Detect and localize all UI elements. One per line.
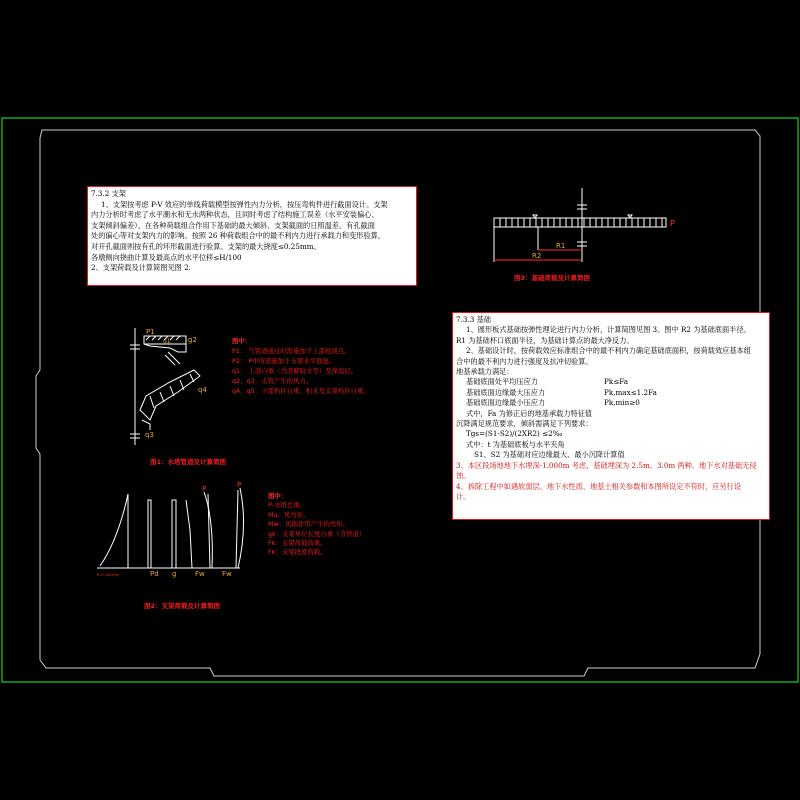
check-row: 基础底面处平均压应力 Pk≤Fa	[466, 377, 628, 387]
fig2-caption: 图2：支架荷载及计算简图	[144, 602, 221, 610]
section1-line: 处的偏心等对支架内力的影响。按照 26 种荷载组合中的最不利内力进行承载力和变形验算，	[91, 231, 386, 241]
section2-formula: Tgs=(S1-S2)/(2XR2) ≤2‰	[466, 429, 563, 439]
fig1-legend: 图中： P1： 气管道通过时需施加于上部柱顶点。 P2： P中所需施加于支架水平底座。 q1： 上部自重（含溶解胶水等）及保温层。 q2、q3：支管产生的风力。 q4、q5：下部构件自重、积水及支架构件自重。	[232, 337, 370, 395]
section1-line: 对开孔截面则按有孔的环形截面进行验算。支架的最大挠度≤0.25mm。	[91, 241, 321, 251]
fig3-diagram	[494, 188, 666, 262]
legend-item: q2、q3：支管产生的风力。	[232, 377, 313, 385]
legend-item: P2： P中所需施加于支架水平底座。	[232, 357, 336, 365]
fig2-label-p-top1: P	[202, 485, 207, 493]
legend-item: q1： 上部自重（含溶解胶水等）及保温层。	[232, 367, 358, 375]
legend-item: P-水塔总重。	[268, 501, 306, 510]
legend-item: q4、q5：下部构件自重、积水及支架构件自重。	[232, 387, 370, 395]
section2-line: 4、拆除工程中如遇软弱层、地下水性质、地基土相关参数和本图所设定不符时，应另行设	[456, 481, 741, 491]
fig2-label-base: R=0.05(kPa)	[97, 573, 120, 577]
section2-textbox	[452, 312, 770, 520]
section2-line: 式中，Fa 为修正后的地基承载力特征值	[466, 408, 593, 418]
section1-line: 2、支架荷载及计算简图见图 2.	[91, 263, 191, 273]
section1-line: 支架倾斜偏差）、在各种荷载组合作用下基础的最大倾斜、支架截面的日照温差、有孔截面	[91, 220, 375, 230]
section1-heading: 7.3.2 支架	[91, 189, 126, 198]
section1-line: 1、支架按考虑 P-V 效应的单线荷载模型按弹性内力分析，按压弯构件进行截面设计。支架	[101, 199, 388, 209]
check-row: 基础底面边缘最小压应力 Pk,min≥0	[466, 398, 640, 408]
fig2-label-fw1: Fw	[195, 570, 205, 578]
section2-line: S1、S2 为基础对应边缘最大、最小沉降计算值	[474, 450, 625, 460]
fig2-label-fw2: Fw	[222, 570, 232, 578]
section2-line: 计。	[456, 491, 471, 501]
legend-item: Fk：支架挠度荷载。	[268, 548, 327, 557]
legend-item: gk：支架单位长度自重（含管道）	[268, 529, 366, 538]
section2-heading: 7.3.3 基础	[456, 315, 491, 324]
fig3-label-r2: R2	[532, 252, 542, 260]
section2-line: 1、圆形板式基础按弹性理论进行内力分析，计算简图见图 3。图中 R2 为基础底面半径。	[466, 325, 751, 335]
legend-item: Mu：风弯矩。	[268, 510, 310, 519]
fig2-label-pd: Pd	[150, 570, 159, 578]
section2-line: 地基承载力满足：	[456, 367, 514, 377]
fig2-legend: 图中： P-水塔总重。 Mu：风弯矩。 Mw：风振作用产生的弯矩。 gk：支架单位长度自重（含管道） Fk：支架荷载荷重。 Fk：支架挠度荷载。	[268, 492, 366, 557]
fig1-label-p1: P1	[146, 328, 155, 336]
section2-line: 2、基础设计时，按荷载效应标准组合中的最不利内力确定基础底面积，按荷载效应基本组	[466, 346, 751, 356]
check-row: 基础底面边缘最大压应力 Pk,max≤1.2Fa	[466, 387, 657, 397]
section1-line: 内力分析时考虑了水平潮水和无水两种状态，且同时考虑了结构施工误差（水平安装偏心、	[91, 210, 379, 220]
fig2-label-g: g	[172, 570, 177, 578]
fig1-label-g2: g2	[188, 336, 197, 344]
legend-item: Fk：支架荷载荷重。	[268, 539, 327, 548]
section2-line: 沉降满足规范要求，倾斜需满足下列要求：	[456, 419, 593, 429]
section2-line: 式中：t 为基础底板与水平夹角	[466, 439, 565, 449]
fig3-label-r1: R1	[556, 242, 566, 250]
fig1-label-q3: q3	[145, 431, 154, 439]
fig3-label-p: P	[670, 219, 675, 228]
fig1-label-q4: q4	[198, 386, 207, 394]
section1-line: 各墩侧向挠曲计算及最高点的水平位移≤H/100	[91, 252, 242, 262]
legend-item: P1： 气管道通过时需施加于上部柱顶点。	[232, 347, 351, 355]
fig2-label-p-top2: P	[237, 481, 242, 489]
fig1-label-q1: q1	[163, 338, 171, 345]
section2-line: 蚀。	[456, 471, 471, 481]
section1-textbox	[87, 186, 417, 286]
legend-item: Mw：风振作用产生的弯矩。	[268, 520, 350, 529]
fig3-caption: 图3：基础荷载及计算简图	[514, 274, 591, 282]
section2-line: 合中的最不利内力进行强度及抗冲切验算。	[456, 356, 593, 366]
fig2-diagram	[97, 488, 244, 568]
section2-line: 3、本区段场地地下水埋深-1.000m 考虑，基础埋深为 2.5m、3.0m 两种。地下水对基础无侵	[456, 460, 757, 470]
section2-line: R1 为基础杯口底面半径，为基础计算点的最大净反力。	[456, 335, 634, 345]
fig1-diagram	[130, 328, 200, 445]
fig1-caption: 图1：水塔管道及计算简图	[150, 458, 227, 466]
